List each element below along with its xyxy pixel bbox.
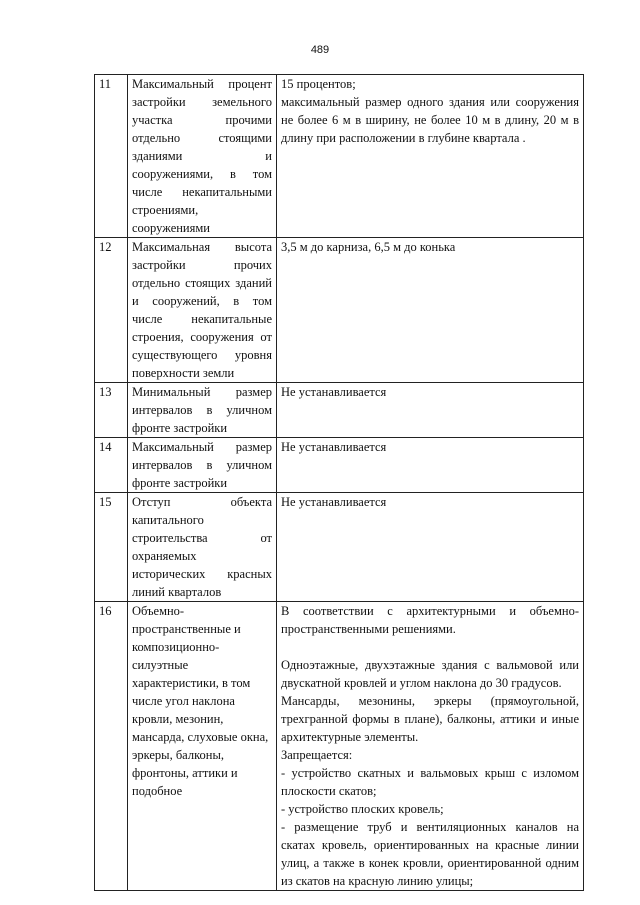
parameter-name: Максимальный размер интервалов в уличном фронте застройки (128, 438, 277, 493)
value-line: Не устанавливается (281, 440, 387, 454)
value-line: - размещение труб и вентиляционных каналов на скатах кровель, ориентированных на красные линии улиц, а также в конек кровли, ориентированной одним из скатов на красную линию улицы; (281, 820, 579, 888)
parameter-name: Объемно-пространственные и композиционно-силуэтные характеристики, в том числе угол наклона кровли, мезонин, мансарда, слуховые окна, эркеры, балконы, фронтоны, аттики и подобное (128, 602, 277, 891)
parameter-name: Максимальная высота застройки прочих отдельно стоящих зданий и сооружений, в том числе некапитальные строения, сооружения от существующего уровня поверхности земли (128, 238, 277, 383)
row-number: 12 (95, 238, 128, 383)
parameter-value (277, 493, 584, 602)
value-line: Не устанавливается (281, 495, 387, 509)
value-line: - устройство скатных и вальмовых крыш с изломом плоскости скатов; (281, 766, 579, 798)
value-line: Запрещается: (281, 748, 353, 762)
blank-line (281, 638, 579, 656)
table-row (95, 493, 584, 602)
parameter-value (277, 383, 584, 438)
parameter-name: Максимальный процент застройки земельного участка прочими отдельно стоящими зданиями и сооружениями, в том числе некапитальными строениями, сооружениями (128, 75, 277, 238)
value-line: Мансарды, мезонины, эркеры (прямоугольной, трехгранной формы в плане), балконы, аттики и иные архитектурные элементы. (281, 694, 579, 744)
parameter-name: Отступ объекта капитального строительства от охраняемых исторических красных линий кварталов (128, 493, 277, 602)
table-row (95, 75, 584, 238)
value-line: 15 процентов; (281, 77, 356, 91)
table-row (95, 383, 584, 438)
table-row (95, 602, 584, 891)
parameter-value (277, 238, 584, 383)
row-number: 14 (95, 438, 128, 493)
value-line: 3,5 м до карниза, 6,5 м до конька (281, 240, 456, 254)
row-number: 11 (95, 75, 128, 238)
row-number: 13 (95, 383, 128, 438)
table-row (95, 238, 584, 383)
parameter-value (277, 438, 584, 493)
value-line: максимальный размер одного здания или сооружения не более 6 м в ширину, не более 10 м в длину, 20 м в длину при расположении в глубине квартала . (281, 95, 579, 145)
regulations-table (94, 74, 584, 891)
value-line: В соответствии с архитектурными и объемно-пространственными решениями. (281, 604, 579, 636)
parameter-value (277, 602, 584, 891)
parameter-name: Минимальный размер интервалов в уличном фронте застройки (128, 383, 277, 438)
value-line: Не устанавливается (281, 385, 387, 399)
value-line: - устройство плоских кровель; (281, 802, 444, 816)
page-number: 489 (310, 44, 330, 56)
row-number: 15 (95, 493, 128, 602)
row-number: 16 (95, 602, 128, 891)
value-line: Одноэтажные, двухэтажные здания с вальмовой или двускатной кровлей и углом наклона до 30 градусов. (281, 658, 579, 690)
parameter-value (277, 75, 584, 238)
table-row (95, 438, 584, 493)
